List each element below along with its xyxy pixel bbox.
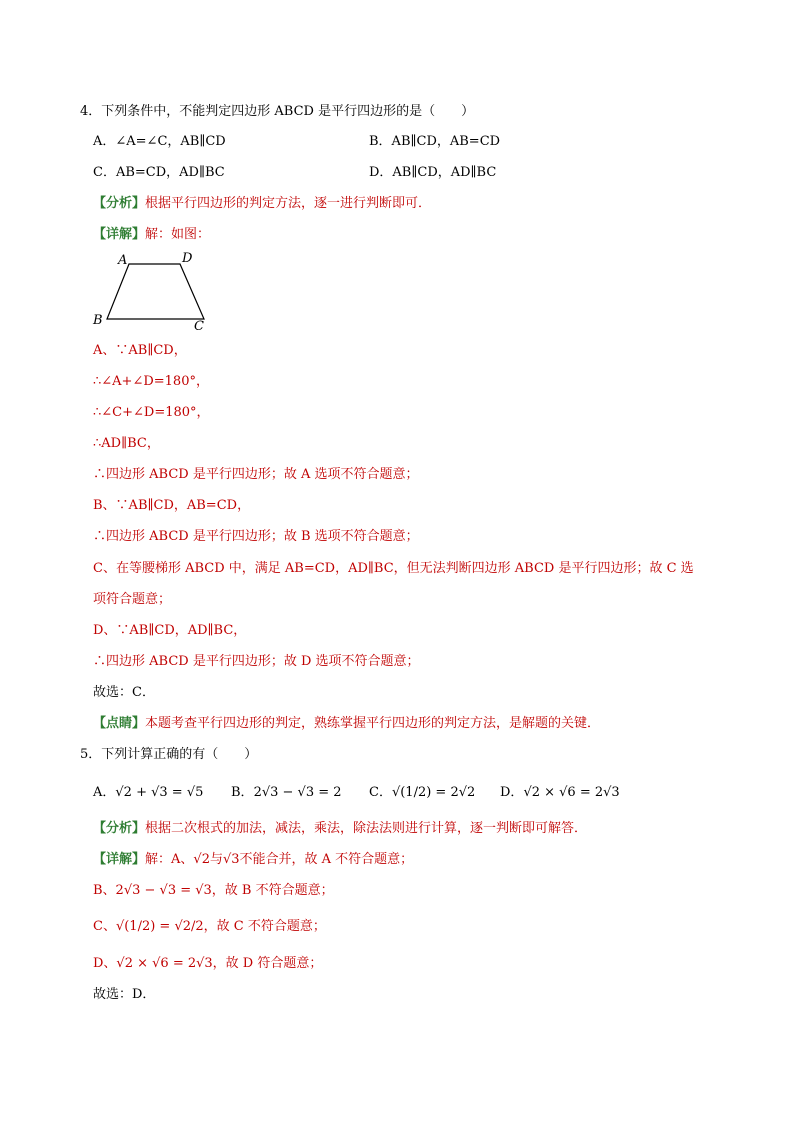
q5-option-b-expr: 2√3 − √3 = 2 xyxy=(253,785,342,800)
q4-line-11: ∴四边形 ABCD 是平行四边形；故 D 选项不符合题意； xyxy=(93,654,420,669)
q5-answer: 故选：D． xyxy=(93,987,156,1002)
q4-option-c[interactable]: C．AB=CD，AD∥BC xyxy=(93,165,225,180)
q4-line-3: ∴∠C+∠D=180°， xyxy=(93,405,210,420)
q5-detail-line-a: 解：A、√2与√3不能合并，故 A 不符合题意； xyxy=(145,852,414,867)
comment-tag: 【点睛】 xyxy=(93,716,146,731)
vertex-label-b: B xyxy=(93,313,103,328)
q4-line-2: ∴∠A+∠D=180°， xyxy=(93,374,209,389)
q4-option-b[interactable]: B．AB∥CD，AB=CD xyxy=(369,134,501,149)
analysis-text: 根据二次根式的加法，减法，乘法，除法法则进行计算，逐一判断即可解答． xyxy=(145,821,588,836)
vertex-label-c: C xyxy=(194,319,204,334)
vertex-label-d: D xyxy=(182,251,193,266)
q4-line-4: ∴AD∥BC， xyxy=(93,436,160,451)
q4-answer: 故选：C． xyxy=(93,685,155,700)
q5-option-a[interactable] xyxy=(93,784,203,802)
q5-option-d-label: D． xyxy=(500,785,524,800)
trapezoid-figure xyxy=(88,248,218,334)
q4-line-7: ∴四边形 ABCD 是平行四边形；故 B 选项不符合题意； xyxy=(93,529,419,544)
trapezoid-shape xyxy=(107,264,204,319)
q5-analysis xyxy=(93,820,587,838)
vertex-label-a: A xyxy=(118,253,128,268)
q5-option-c[interactable] xyxy=(369,784,475,802)
q4-line-8: C、在等腰梯形 ABCD 中，满足 AB=CD，AD∥BC，但无法判断四边形 ABCD 是平行四边形；故 C 选 xyxy=(93,561,694,576)
q4-line-5: ∴四边形 ABCD 是平行四边形；故 A 选项不符合题意； xyxy=(93,467,419,482)
q5-option-a-expr: √2 + √3 = √5 xyxy=(115,785,204,800)
q5-option-b[interactable] xyxy=(231,784,342,802)
comment-text: 本题考查平行四边形的判定，熟练掌握平行四边形的判定方法，是解题的关键． xyxy=(145,716,601,731)
q5-option-b-label: B． xyxy=(231,785,254,800)
q5-stem: 5．下列计算正确的有（ ） xyxy=(80,747,258,762)
q5-detail-line-d: D、√2 × √6 = 2√3，故 D 符合题意； xyxy=(93,956,323,971)
q5-option-c-label: C． xyxy=(369,785,392,800)
q4-line-6: B、∵AB∥CD，AB=CD， xyxy=(93,498,251,513)
q4-comment xyxy=(93,715,600,733)
q5-detail xyxy=(93,851,413,869)
q4-option-a[interactable]: A．∠A=∠C，AB∥CD xyxy=(93,134,226,149)
q5-option-a-label: A． xyxy=(93,785,116,800)
analysis-text: 根据平行四边形的判定方法，逐一进行判断即可． xyxy=(145,196,432,211)
detail-intro: 解：如图： xyxy=(145,227,211,242)
q4-line-1: A、∵AB∥CD， xyxy=(93,343,187,358)
detail-tag: 【详解】 xyxy=(93,227,146,242)
q4-line-9: 项符合题意； xyxy=(93,592,172,607)
q4-analysis xyxy=(93,195,431,213)
q4-detail xyxy=(93,226,210,244)
q5-option-c-expr: √(1/2) = 2√2 xyxy=(391,785,476,800)
q5-detail-line-c: C、√(1/2) = √2/2，故 C 不符合题意； xyxy=(93,919,326,934)
q4-option-d[interactable]: D．AB∥CD，AD∥BC xyxy=(369,165,497,180)
q4-line-10: D、∵AB∥CD，AD∥BC， xyxy=(93,623,247,638)
q5-detail-line-b: B、2√3 − √3 = √3，故 B 不符合题意； xyxy=(93,883,334,898)
q4-stem: 4．下列条件中，不能判定四边形 ABCD 是平行四边形的是（ ） xyxy=(80,104,475,119)
q5-option-d-expr: √2 × √6 = 2√3 xyxy=(523,785,620,800)
q5-option-d[interactable] xyxy=(500,784,620,802)
analysis-tag: 【分析】 xyxy=(93,821,146,836)
detail-tag: 【详解】 xyxy=(93,852,146,867)
analysis-tag: 【分析】 xyxy=(93,196,146,211)
